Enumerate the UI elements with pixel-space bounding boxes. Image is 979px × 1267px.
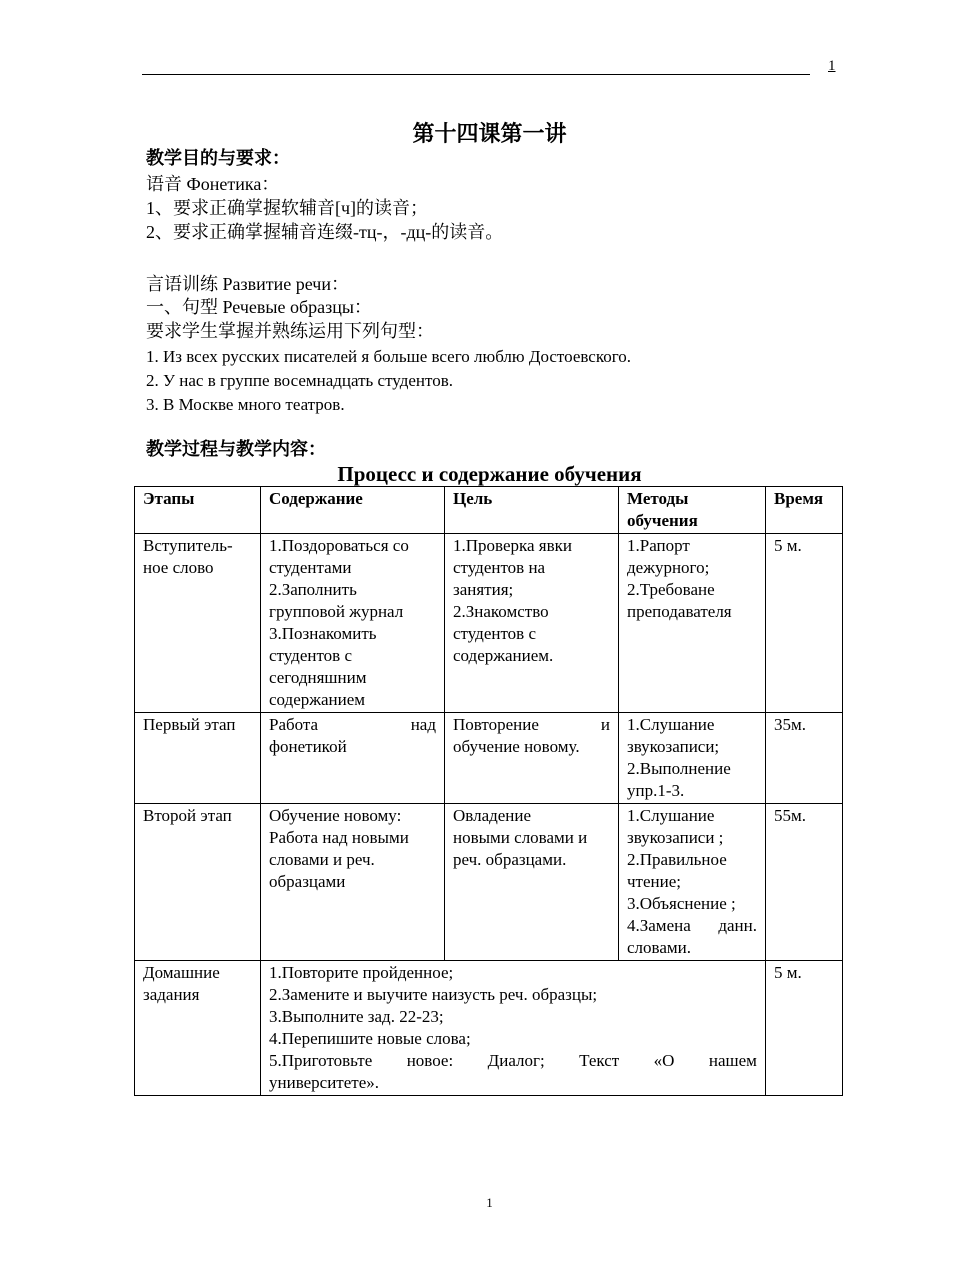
cell-line: ное слово — [143, 558, 214, 577]
cell-line: Домашние — [143, 963, 220, 982]
cell-line: чтение; — [627, 872, 681, 891]
cell-line: реч. образцами. — [453, 850, 567, 869]
cell-line: образцами — [269, 872, 346, 891]
cell-line: студентов с — [269, 646, 352, 665]
table-row — [135, 534, 843, 713]
time-cell: 5 м. — [766, 961, 843, 1096]
table-row — [135, 804, 843, 961]
table-header-row — [135, 487, 843, 534]
homework-item: 2.Замените и выучите наизусть реч. образцы; — [269, 985, 598, 1004]
word: Повторение — [453, 715, 539, 734]
goal-cell — [445, 804, 619, 961]
footer-page-number: 1 — [486, 1195, 493, 1210]
patterns-intro: 要求学生掌握并熟练运用下列句型： — [146, 321, 434, 341]
phonetics-heading: 语音 Фонетика： — [146, 174, 280, 194]
column-header-methods: Методы обучения — [619, 487, 766, 534]
patterns-heading: 一、句型 Речевые образцы： — [146, 297, 372, 317]
stage-cell — [135, 804, 261, 961]
time-cell: 35м. — [766, 713, 843, 804]
cell-line: Работа над новыми — [269, 828, 409, 847]
cell-line: содержанием — [269, 690, 366, 709]
cell-line: 2.Правильное — [627, 850, 727, 869]
word: и — [600, 715, 610, 734]
cell-line: студентами — [269, 558, 352, 577]
cell-line: преподавателя — [627, 602, 732, 621]
goals-heading: 教学目的与要求： — [146, 148, 290, 168]
header-page-number: 1 — [828, 58, 836, 74]
goal-cell — [445, 713, 619, 804]
pattern-item: 2. У нас в группе восемнадцать студентов. — [146, 371, 454, 390]
cell-line: звукозаписи ; — [627, 828, 724, 847]
time-cell: 55м. — [766, 804, 843, 961]
cell-line: Обучение новому: — [269, 806, 402, 825]
word: Диалог; — [487, 1051, 545, 1070]
process-heading: 教学过程与教学内容： — [146, 439, 326, 459]
cell-line: словами. — [627, 938, 691, 957]
homework-item — [269, 1050, 757, 1072]
header-rule — [142, 74, 810, 75]
cell-line: содержанием. — [453, 646, 554, 665]
cell-line: 2.Заполнить — [269, 580, 357, 599]
methods-cell — [619, 534, 766, 713]
methods-cell — [619, 804, 766, 961]
column-header-content: Содержание — [261, 487, 445, 534]
cell-line: дежурного; — [627, 558, 710, 577]
column-header-goal: Цель — [445, 487, 619, 534]
cell-line: 1.Слушание — [627, 806, 715, 825]
cell-line: Овладение — [453, 806, 532, 825]
word: данн. — [718, 916, 757, 935]
methods-cell — [619, 713, 766, 804]
cell-line: звукозаписи; — [627, 737, 720, 756]
cell-line: 1.Поздороваться со — [269, 536, 409, 555]
word: 5.Приготовьте — [269, 1051, 373, 1070]
content-cell — [261, 713, 445, 804]
content-cell — [261, 534, 445, 713]
cell-line: 3.Познакомить — [269, 624, 377, 643]
cell-line: 1.Проверка явки — [453, 536, 572, 555]
cell-line: групповой журнал — [269, 602, 404, 621]
word: новое: — [406, 1051, 454, 1070]
cell-line: Второй этап — [143, 806, 232, 825]
homework-item: 3.Выполните зад. 22-23; — [269, 1007, 444, 1026]
cell-line: Вступитель- — [143, 536, 233, 555]
word: Работа — [269, 715, 319, 734]
word: Текст — [579, 1051, 620, 1070]
word: 4.Замена — [627, 916, 691, 935]
cell-line: Первый этап — [143, 715, 236, 734]
speech-heading: 言语训练 Развитие речи： — [146, 274, 349, 294]
cell-line: словами и реч. — [269, 850, 375, 869]
word: нашем — [708, 1051, 757, 1070]
content-cell — [261, 804, 445, 961]
pattern-item: 3. В Москве много театров. — [146, 395, 345, 414]
cell-line: занятия; — [453, 580, 514, 599]
column-header-stages: Этапы — [135, 487, 261, 534]
cell-line: фонетикой — [269, 737, 347, 756]
word: над — [410, 715, 436, 734]
cell-line: обучение новому. — [453, 737, 580, 756]
stage-cell — [135, 713, 261, 804]
homework-item: университете». — [269, 1073, 380, 1092]
page-title: 第十四课第一讲 — [412, 121, 567, 146]
cell-line: новыми словами и — [453, 828, 588, 847]
stage-cell — [135, 961, 261, 1096]
cell-line: 3.Объяснение ; — [627, 894, 736, 913]
cell-line: студентов на — [453, 558, 546, 577]
cell-line: 2.Знакомство — [453, 602, 549, 621]
cell-line — [627, 915, 757, 937]
stage-cell — [135, 534, 261, 713]
word: «О — [653, 1051, 675, 1070]
time-cell: 5 м. — [766, 534, 843, 713]
cell-line: задания — [143, 985, 200, 1004]
pattern-item: 1. Из всех русских писателей я больше всего люблю Достоевского. — [146, 347, 632, 366]
column-header-time: Время — [766, 487, 843, 534]
table-title: Процесс и содержание обучения — [337, 462, 642, 486]
table-row — [135, 713, 843, 804]
goal-cell — [445, 534, 619, 713]
cell-line — [269, 714, 436, 736]
homework-item: 1.Повторите пройденное; — [269, 963, 454, 982]
cell-line: студентов с — [453, 624, 536, 643]
phonetics-item: 1、要求正确掌握软辅音[ч]的读音； — [146, 198, 429, 218]
cell-line: 1.Рапорт — [627, 536, 690, 555]
table-row-homework — [135, 961, 843, 1096]
homework-cell — [261, 961, 766, 1096]
homework-item: 4.Перепишите новые слова; — [269, 1029, 471, 1048]
cell-line: 1.Слушание — [627, 715, 715, 734]
cell-line: 2.Требоване — [627, 580, 715, 599]
cell-line: 2.Выполнение — [627, 759, 731, 778]
cell-line — [453, 714, 610, 736]
lesson-table — [134, 486, 843, 1096]
cell-line: упр.1-3. — [627, 781, 685, 800]
phonetics-item: 2、要求正确掌握辅音连缀-тц-，-дц-的读音。 — [146, 222, 504, 242]
cell-line: сегодняшним — [269, 668, 367, 687]
